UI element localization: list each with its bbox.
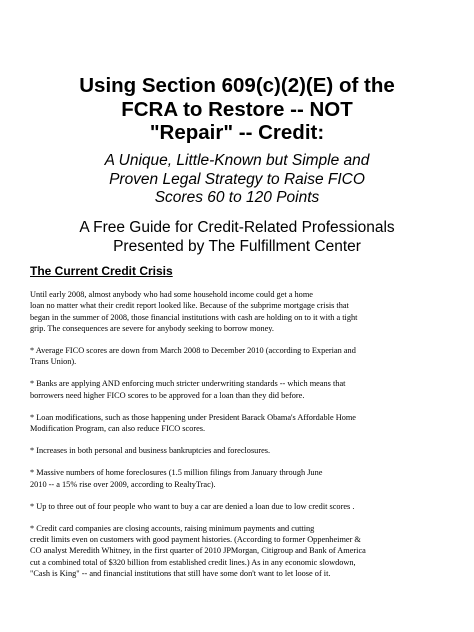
bullet-paragraph [30,523,470,579]
bullet-paragraph [30,501,470,512]
guide-line: A Free Guide for Credit-Related Professionals [79,219,395,236]
paragraph-line: Modification Program, can also reduce FICO scores. [30,424,206,434]
paragraph-line: "Cash is King" -- and financial institutions that still have some don't want to let loose of it. [30,568,331,578]
title-line: "Repair" -- Credit: [149,121,325,144]
guide-heading [0,219,474,256]
subtitle-line: Proven Legal Strategy to Raise FICO [109,170,365,188]
paragraph-line: 2010 -- a 15% rise over 2009, according to RealtyTrac). [30,479,216,489]
title-line: Using Section 609(c)(2)(E) of the [79,74,395,97]
paragraph-line: Until early 2008, almost anybody who had some household income could get a home [30,290,313,299]
paragraph-line: * Banks are applying AND enforcing much stricter underwriting standards -- which means that [30,379,346,389]
paragraph-line: grip. The consequences are severe for anybody seeking to borrow money. [30,323,274,333]
paragraph-line: Trans Union). [30,357,77,367]
subtitle-line: Scores 60 to 120 Points [154,189,320,206]
subtitle-line: A Unique, Little-Known but Simple and [104,152,370,169]
paragraph-line: cut a combined total of $320 billion from established credit lines.) As in any economic slowdown, [30,557,356,567]
paragraph-line: CO analyst Meredith Whitney, in the first quarter of 2010 JPMorgan, Citigroup and Bank of America [30,546,366,556]
paragraph-line: * Average FICO scores are down from March 2008 to December 2010 (according to Experian and [30,345,356,355]
paragraph-line: * Increases in both personal and business bankruptcies and foreclosures. [30,446,271,456]
paragraph-line: * Massive numbers of home foreclosures (1.5 million filings from January through June [30,468,323,478]
section-heading: The Current Credit Crisis [30,264,173,278]
bullet-paragraph [30,412,470,435]
bullet-paragraph [30,378,470,401]
bullet-paragraph [30,467,470,490]
bullet-paragraph [30,345,470,368]
section-body [30,289,470,590]
paragraph-line: loan no matter what their credit report looked like. Because of the subprime mortgage crisis that [30,301,349,311]
intro-paragraph [30,289,470,334]
document-subtitle [0,152,474,208]
paragraph-line: borrowers need higher FICO scores to be approved for a loan than they did before. [30,390,305,400]
guide-line: Presented by The Fulfillment Center [113,237,361,255]
paragraph-line: * Credit card companies are closing accounts, raising minimum payments and cutting [30,523,315,533]
paragraph-line: credit limits even on customers with good payment histories. (According to former Oppenheimer & [30,535,361,545]
paragraph-line: began in the summer of 2008, those financial institutions with cash are holding on to it with a tight [30,312,358,322]
paragraph-line: * Up to three out of four people who want to buy a car are denied a loan due to low credit scores . [30,501,355,511]
bullet-paragraph [30,445,470,456]
title-line: FCRA to Restore -- NOT [121,97,353,121]
paragraph-line: * Loan modifications, such as those happening under President Barack Obama's Affordable Home [30,412,356,422]
document-title [0,74,474,145]
